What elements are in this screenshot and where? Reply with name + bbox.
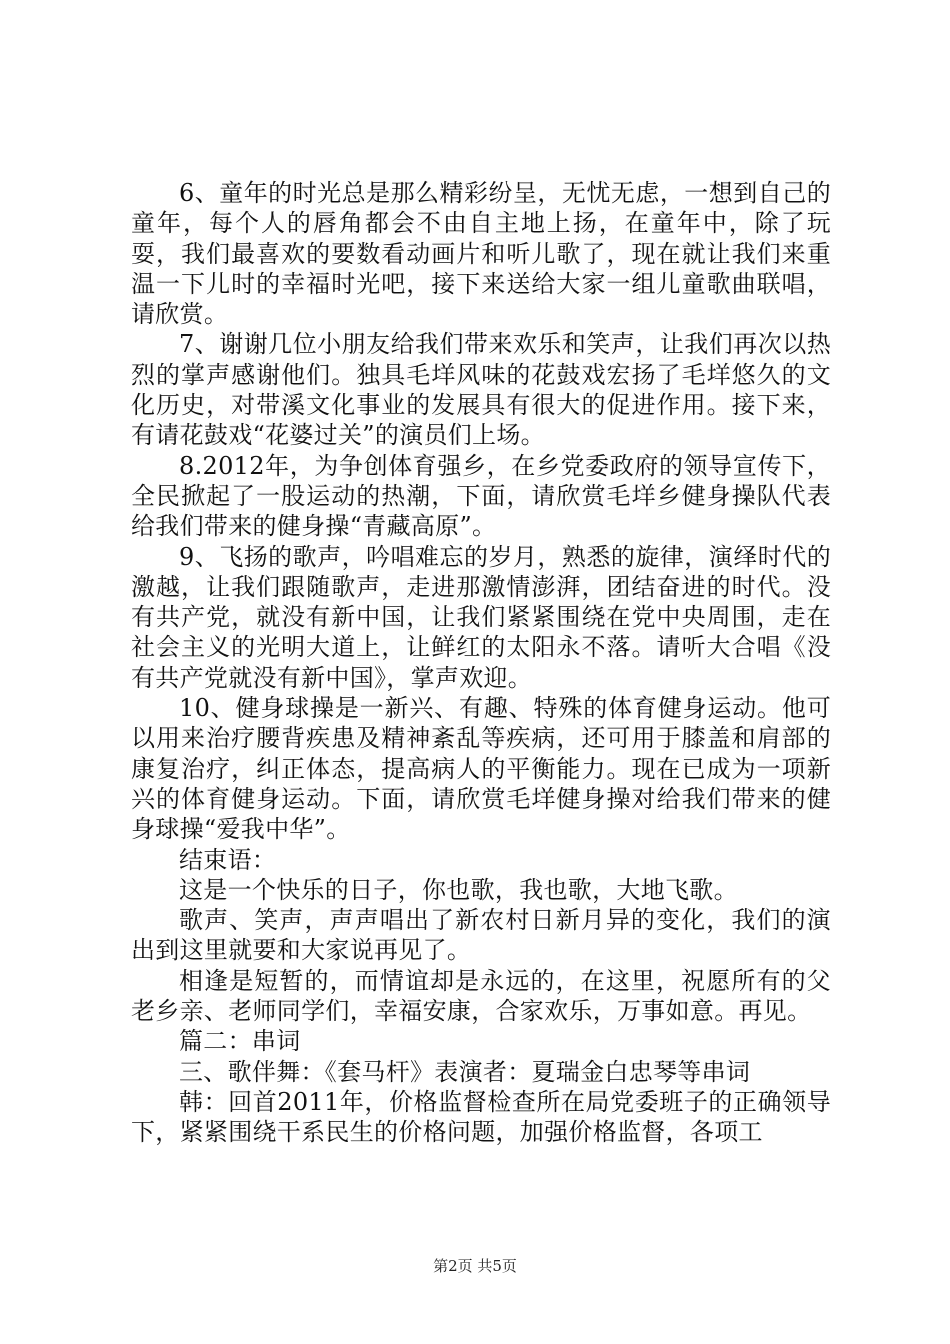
paragraph-7: 7、谢谢几位小朋友给我们带来欢乐和笑声，让我们再次以热烈的掌声感谢他们。独具毛垟风味的花鼓戏宏扬了毛垟悠久的文化历史，对带溪文化事业的发展具有很大的促进作用。接下来，有请花鼓戏“花婆过关”的演员们上场。 (131, 330, 831, 450)
closing-heading: 结束语： (179, 845, 277, 874)
closing-line-1: 这是一个快乐的日子，你也歌，我也歌，大地飞歌。 (179, 875, 738, 904)
paragraph-10: 10、健身球操是一新兴、有趣、特殊的体育健身运动。他可以用来治疗腰背疾患及精神紊乱等疾病，还可用于膝盖和肩部的康复治疗，纠正体态，提高病人的平衡能力。现在已成为一项新兴的体育健身运动。下面，请欣赏毛垟健身操对给我们带来的健身球操“爱我中华”。 (131, 694, 831, 844)
page-footer: 第2页 共5页 (433, 1257, 517, 1275)
closing-line-3: 相逢是短暂的，而情谊却是永远的，在这里，祝愿所有的父老乡亲、老师同学们，幸福安康，合家欢乐，万事如意。再见。 (131, 966, 831, 1026)
host-line: 韩：回首2011年，价格监督检查所在局党委班子的正确领导下，紧紧围绕干系民生的价格问题，加强价格监督，各项工 (131, 1087, 831, 1147)
paragraph-9: 9、飞扬的歌声，吟唱难忘的岁月，熟悉的旋律，演绎时代的激越，让我们跟随歌声，走进那激情澎湃，团结奋进的时代。没有共产党，就没有新中国，让我们紧紧围绕在党中央周围，走在社会主义的光明大道上，让鲜红的太阳永不落。请听大合唱《没有共产党就没有新中国》，掌声欢迎。 (131, 542, 831, 692)
section-heading: 篇二：串词 (179, 1027, 301, 1056)
paragraph-6: 6、童年的时光总是那么精彩纷呈，无忧无虑，一想到自己的童年，每个人的唇角都会不由自主地上扬，在童年中，除了玩耍，我们最喜欢的要数看动画片和听儿歌了，现在就让我们来重温一下儿时的幸福时光吧，接下来送给大家一组儿童歌曲联唱，请欣赏。 (131, 179, 831, 329)
paragraph-8: 8.2012年，为争创体育强乡，在乡党委政府的领导宣传下，全民掀起了一股运动的热潮，下面，请欣赏毛垟乡健身操队代表给我们带来的健身操“青藏高原”。 (131, 451, 831, 541)
program-item: 三、歌伴舞：《套马杆》表演者：夏瑞金白忠琴等串词 (179, 1057, 751, 1086)
closing-line-2: 歌声、笑声，声声唱出了新农村日新月异的变化，我们的演出到这里就要和大家说再见了。 (131, 906, 831, 965)
document-body (131, 178, 831, 1148)
